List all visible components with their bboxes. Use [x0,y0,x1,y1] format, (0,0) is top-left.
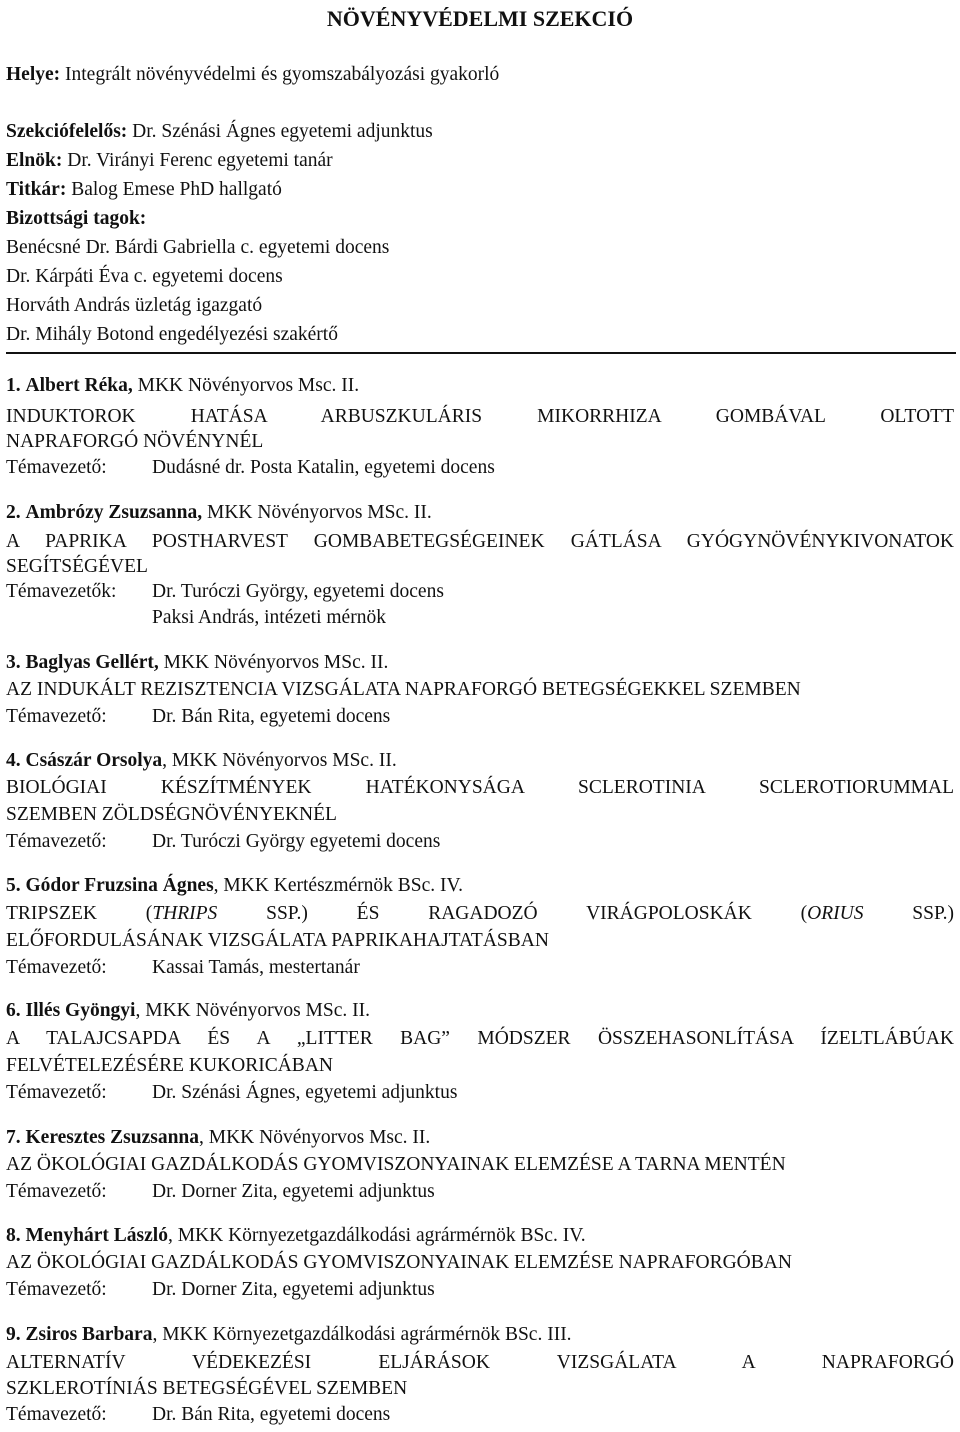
member-item: Dr. Mihály Botond engedélyezési szakértő [6,324,338,345]
entry-number: 5. [6,875,21,896]
entry-header [6,500,432,526]
student-name: Menyhárt László [25,1225,168,1246]
supervisor-line [6,1402,390,1428]
title-part: SSP.) [863,903,955,924]
entry-number: 6. [6,1000,21,1021]
title-part-italic: ORIUS [807,903,864,924]
chair-line [6,148,333,174]
supervisor-line [6,1080,457,1106]
supervisor-label: Témavezető: [6,1082,107,1103]
entry-number: 8. [6,1225,21,1246]
student-program: , MKK Kertészmérnök BSc. IV. [213,875,463,896]
title-part-italic: THRIPS [152,903,218,924]
student-name: Zsiros Barbara [25,1324,153,1345]
thesis-title: AZ ÖKOLÓGIAI GAZDÁLKODÁS GYOMVISZONYAINAK ELEMZÉSE NAPRAFORGÓBAN [6,1252,792,1273]
supervisor-line [6,1179,435,1205]
supervisor-line [6,704,390,730]
supervisor-label: Témavezető: [6,457,107,478]
title-part: TRIPSZEK ( [6,903,153,924]
student-name: Császár Orsolya [25,750,163,771]
thesis-title: ELŐFORDULÁSÁNAK VIZSGÁLATA PAPRIKAHAJTATÁSBAN [6,930,549,951]
thesis-title: AZ INDUKÁLT REZISZTENCIA VIZSGÁLATA NAPRAFORGÓ BETEGSÉGEKKEL SZEMBEN [6,679,801,700]
venue-label: Helye: [6,64,61,85]
thesis-title [6,901,954,927]
entry-header [6,1125,430,1151]
supervisor-line [6,579,444,605]
section-title: NÖVÉNYVÉDELMI SZEKCIÓ [326,6,634,31]
entry-number: 1. [6,375,21,396]
supervisor-label: Témavezető: [6,1181,107,1202]
supervisor-line [6,1277,435,1303]
members-label: Bizottsági tagok: [6,208,147,229]
thesis-title: AZ ÖKOLÓGIAI GAZDÁLKODÁS GYOMVISZONYAINAK ELEMZÉSE A TARNA MENTÉN [6,1154,786,1175]
thesis-title: NAPRAFORGÓ NÖVÉNYNÉL [6,431,264,452]
thesis-title: SZEMBEN ZÖLDSÉGNÖVÉNYEKNÉL [6,804,337,825]
entry-header [6,1223,586,1249]
student-name: Keresztes Zsuzsanna [25,1127,200,1148]
entry-header [6,748,397,774]
supervisor-name: Dr. Bán Rita, egyetemi docens [152,1404,391,1425]
supervisor-name: Dr. Turóczi György, egyetemi docens [152,581,444,602]
supervisor-label: Témavezető: [6,831,107,852]
entry-header [6,650,388,676]
supervisor-name: Dr. Turóczi György egyetemi docens [152,831,441,852]
supervisors-label: Témavezetők: [6,581,117,602]
chair-value: Dr. Virányi Ferenc egyetemi tanár [62,150,333,171]
student-program: MKK Növényorvos MSc. II. [202,502,432,523]
thesis-title: SEGÍTSÉGÉVEL [6,556,148,577]
student-program: MKK Növényorvos MSc. II. [158,652,389,673]
member-item: Horváth András üzletág igazgató [6,295,263,316]
entry-number: 9. [6,1324,21,1345]
supervisor-label: Témavezető: [6,957,107,978]
thesis-title: INDUKTOROK HATÁSA ARBUSZKULÁRIS MIKORRHIZA GOMBÁVAL OLTOTT [6,406,954,427]
entry-header [6,873,463,899]
student-name: Baglyas Gellért, [25,652,159,673]
supervisor-name: Dr. Szénási Ágnes, egyetemi adjunktus [152,1082,458,1103]
student-program: , MKK Környezetgazdálkodási agrármérnök BSc. III. [152,1324,572,1345]
thesis-title: A TALAJCSAPDA ÉS A „LITTER BAG” MÓDSZER ÖSSZEHASONLÍTÁSA ÍZELTLÁBÚAK [6,1028,954,1049]
student-name: Illés Gyöngyi [25,1000,136,1021]
secretary-label: Titkár: [6,179,67,200]
supervisor-label: Témavezető: [6,1279,107,1300]
venue-line [6,62,499,88]
supervisor-label: Témavezető: [6,1404,107,1425]
supervisor-label: Témavezető: [6,706,107,727]
student-program: , MKK Növényorvos Msc. II. [199,1127,431,1148]
entry-number: 2. [6,502,21,523]
member-item: Dr. Kárpáti Éva c. egyetemi docens [6,266,283,287]
student-program: , MKK Növényorvos MSc. II. [135,1000,371,1021]
responsible-label: Szekciófelelős: [6,121,128,142]
thesis-title: A PAPRIKA POSTHARVEST GOMBABETEGSÉGEINEK GÁTLÁSA GYÓGYNÖVÉNYKIVONATOK [6,531,954,552]
entry-number: 7. [6,1127,21,1148]
supervisor-line [6,955,360,981]
thesis-title: ALTERNATÍV VÉDEKEZÉSI ELJÁRÁSOK VIZSGÁLATA A NAPRAFORGÓ [6,1352,954,1373]
entry-number: 4. [6,750,21,771]
student-program: , MKK Környezetgazdálkodási agrármérnök BSc. IV. [167,1225,586,1246]
responsible-line [6,119,433,145]
secretary-line [6,177,282,203]
chair-label: Elnök: [6,150,63,171]
entry-header [6,998,370,1024]
supervisor-line [6,829,440,855]
entry-number: 3. [6,652,21,673]
entry-header [6,373,359,399]
supervisor-name: Dr. Bán Rita, egyetemi docens [152,706,391,727]
student-name: Ambrózy Zsuzsanna, [25,502,203,523]
thesis-title: FELVÉTELEZÉSÉRE KUKORICÁBAN [6,1055,333,1076]
supervisor-name: Dr. Dorner Zita, egyetemi adjunktus [152,1181,435,1202]
entry-header [6,1322,572,1348]
venue-value: Integrált növényvédelmi és gyomszabályozási gyakorló [60,64,500,85]
student-name: Albert Réka, [25,375,133,396]
supervisor-name: Paksi András, intézeti mérnök [152,607,386,628]
secretary-value: Balog Emese PhD hallgató [66,179,282,200]
supervisor-name: Dudásné dr. Posta Katalin, egyetemi docens [152,457,495,478]
supervisor-line [6,455,495,481]
member-item: Benécsné Dr. Bárdi Gabriella c. egyetemi docens [6,237,390,258]
student-program: MKK Növényorvos Msc. II. [132,375,360,396]
thesis-title: BIOLÓGIAI KÉSZÍTMÉNYEK HATÉKONYSÁGA SCLEROTINIA SCLEROTIORUMMAL [6,777,954,798]
student-name: Gódor Fruzsina Ágnes [25,875,214,896]
student-program: , MKK Növényorvos MSc. II. [162,750,397,771]
thesis-title: SZKLEROTÍNIÁS BETEGSÉGÉVEL SZEMBEN [6,1378,408,1399]
supervisor-name: Dr. Dorner Zita, egyetemi adjunktus [152,1279,435,1300]
supervisor-name: Kassai Tamás, mestertanár [152,957,360,978]
divider [6,352,956,354]
title-part: SSP.) ÉS RAGADOZÓ VIRÁGPOLOSKÁK ( [217,903,808,924]
responsible-value: Dr. Szénási Ágnes egyetemi adjunktus [127,121,433,142]
